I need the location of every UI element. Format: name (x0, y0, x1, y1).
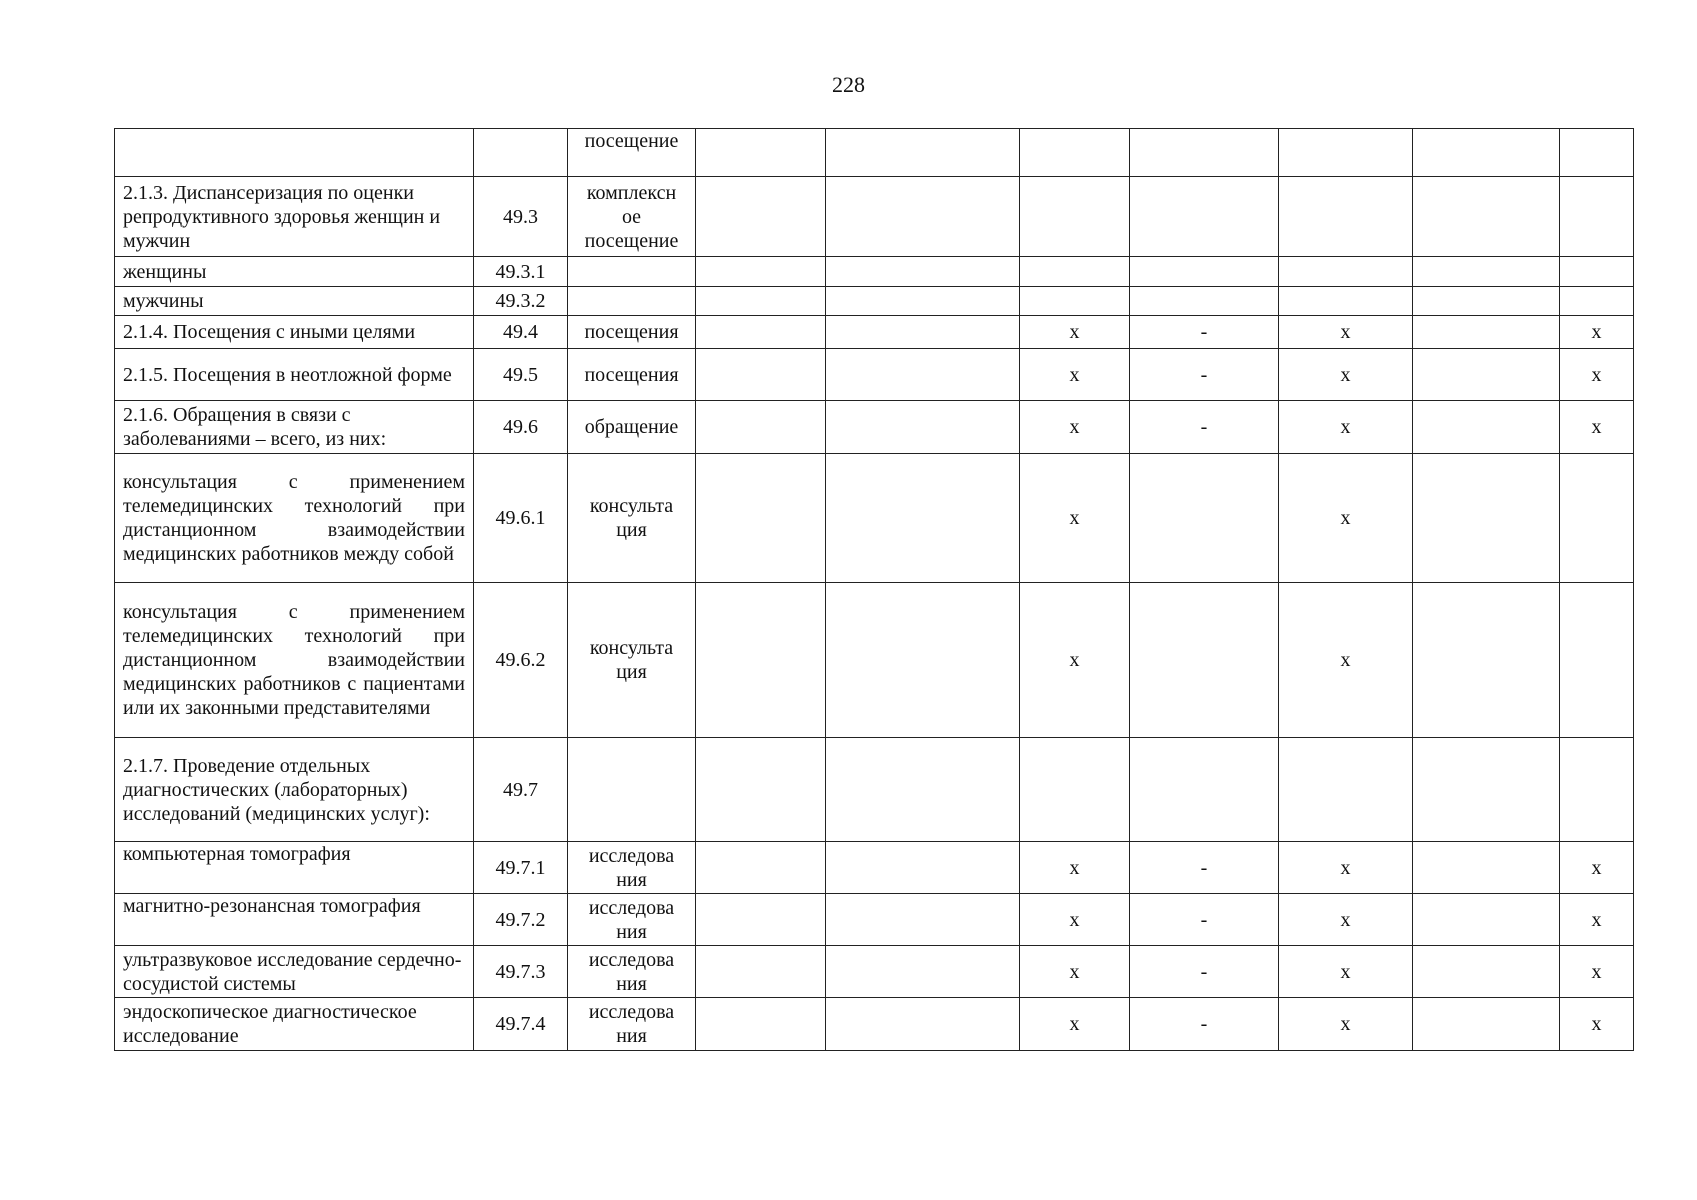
cell-col5 (826, 129, 1020, 177)
row-code: 49.4 (474, 316, 568, 349)
table-row (115, 946, 1634, 998)
cell-col7: - (1130, 401, 1279, 454)
row-unit: консульта ция (568, 454, 696, 583)
cell-col7: - (1130, 998, 1279, 1051)
cell-col7 (1130, 738, 1279, 842)
cell-col9 (1413, 316, 1560, 349)
row-code: 49.3.1 (474, 257, 568, 287)
cell-col9 (1413, 177, 1560, 257)
cell-col4 (696, 946, 826, 998)
table-row (115, 316, 1634, 349)
cell-col5 (826, 177, 1020, 257)
cell-col7 (1130, 177, 1279, 257)
cell-col8 (1279, 177, 1413, 257)
cell-col9 (1413, 583, 1560, 738)
cell-col10: х (1560, 401, 1634, 454)
row-name: 2.1.4. Посещения с иными целями (115, 316, 474, 349)
table-row (115, 454, 1634, 583)
row-name: 2.1.3. Диспансеризация по оценки репродуктивного здоровья женщин и мужчин (115, 177, 474, 257)
table-row (115, 129, 1634, 177)
cell-col7 (1130, 287, 1279, 316)
row-unit (568, 287, 696, 316)
row-unit: исследова ния (568, 998, 696, 1051)
cell-col8: х (1279, 583, 1413, 738)
row-name: магнитно-резонансная томография (115, 894, 474, 946)
row-code: 49.7.3 (474, 946, 568, 998)
cell-col5 (826, 401, 1020, 454)
row-name: 2.1.7. Проведение отдельных диагностических (лабораторных) исследований (медицинских услуг): (115, 738, 474, 842)
cell-col10 (1560, 454, 1634, 583)
cell-col7 (1130, 129, 1279, 177)
row-name: 2.1.5. Посещения в неотложной форме (115, 349, 474, 401)
cell-col10 (1560, 177, 1634, 257)
row-unit: исследова ния (568, 842, 696, 894)
cell-col8: х (1279, 454, 1413, 583)
cell-col7: - (1130, 946, 1279, 998)
cell-col10 (1560, 287, 1634, 316)
cell-col6 (1020, 129, 1130, 177)
cell-col4 (696, 316, 826, 349)
cell-col5 (826, 583, 1020, 738)
row-unit (568, 738, 696, 842)
cell-col10 (1560, 583, 1634, 738)
cell-col10: х (1560, 946, 1634, 998)
cell-col5 (826, 316, 1020, 349)
cell-col10 (1560, 129, 1634, 177)
cell-col8: х (1279, 401, 1413, 454)
cell-col6: х (1020, 454, 1130, 583)
cell-col6: х (1020, 316, 1130, 349)
row-unit: комплексн ое посещение (568, 177, 696, 257)
cell-col9 (1413, 998, 1560, 1051)
cell-col4 (696, 349, 826, 401)
cell-col5 (826, 287, 1020, 316)
cell-col4 (696, 894, 826, 946)
row-code: 49.6.1 (474, 454, 568, 583)
cell-col5 (826, 349, 1020, 401)
cell-col6 (1020, 257, 1130, 287)
cell-col9 (1413, 894, 1560, 946)
cell-col9 (1413, 129, 1560, 177)
row-code: 49.5 (474, 349, 568, 401)
cell-col8 (1279, 287, 1413, 316)
row-name: компьютерная томография (115, 842, 474, 894)
row-code: 49.7.1 (474, 842, 568, 894)
cell-col5 (826, 998, 1020, 1051)
cell-col10: х (1560, 316, 1634, 349)
cell-col5 (826, 257, 1020, 287)
cell-col4 (696, 738, 826, 842)
cell-col10 (1560, 738, 1634, 842)
cell-col9 (1413, 257, 1560, 287)
cell-col5 (826, 454, 1020, 583)
cell-col5 (826, 946, 1020, 998)
cell-col9 (1413, 287, 1560, 316)
cell-col9 (1413, 454, 1560, 583)
cell-col6 (1020, 287, 1130, 316)
row-name: консультация с применением телемедицинских технологий при дистанционном взаимодействии медицинских работников с пациентами или их законными представителями (115, 583, 474, 738)
cell-col5 (826, 842, 1020, 894)
cell-col6 (1020, 177, 1130, 257)
cell-col8: х (1279, 998, 1413, 1051)
table-row (115, 583, 1634, 738)
row-name: эндоскопическое диагностическое исследование (115, 998, 474, 1051)
data-table (114, 128, 1634, 1051)
row-unit: консульта ция (568, 583, 696, 738)
cell-col6: х (1020, 401, 1130, 454)
table-row (115, 894, 1634, 946)
row-unit (568, 257, 696, 287)
cell-col7: - (1130, 316, 1279, 349)
cell-col6: х (1020, 894, 1130, 946)
cell-col9 (1413, 738, 1560, 842)
cell-col7 (1130, 257, 1279, 287)
table-row (115, 349, 1634, 401)
row-unit: исследова ния (568, 946, 696, 998)
cell-col4 (696, 842, 826, 894)
cell-col7 (1130, 454, 1279, 583)
cell-col8: х (1279, 894, 1413, 946)
cell-col10: х (1560, 842, 1634, 894)
row-code: 49.7.2 (474, 894, 568, 946)
row-unit: обращение (568, 401, 696, 454)
cell-col8 (1279, 129, 1413, 177)
cell-col10: х (1560, 894, 1634, 946)
row-unit: посещение (568, 129, 696, 177)
row-code: 49.7 (474, 738, 568, 842)
cell-col7: - (1130, 894, 1279, 946)
table-row (115, 287, 1634, 316)
cell-col9 (1413, 946, 1560, 998)
cell-col8: х (1279, 946, 1413, 998)
cell-col6 (1020, 738, 1130, 842)
page-number: 228 (832, 72, 865, 97)
table-row (115, 177, 1634, 257)
cell-col8: х (1279, 349, 1413, 401)
cell-col7: - (1130, 842, 1279, 894)
row-name: ультразвуковое исследование сердечно-сосудистой системы (115, 946, 474, 998)
row-name: мужчины (115, 287, 474, 316)
cell-col9 (1413, 842, 1560, 894)
cell-col4 (696, 257, 826, 287)
table-row (115, 998, 1634, 1051)
cell-col5 (826, 894, 1020, 946)
table-row (115, 842, 1634, 894)
row-unit: посещения (568, 316, 696, 349)
row-name (115, 129, 474, 177)
row-code: 49.6 (474, 401, 568, 454)
cell-col10 (1560, 257, 1634, 287)
row-name: 2.1.6. Обращения в связи с заболеваниями – всего, из них: (115, 401, 474, 454)
cell-col4 (696, 998, 826, 1051)
row-name: женщины (115, 257, 474, 287)
cell-col8 (1279, 257, 1413, 287)
cell-col4 (696, 583, 826, 738)
row-code: 49.7.4 (474, 998, 568, 1051)
cell-col6: х (1020, 842, 1130, 894)
table-row (115, 738, 1634, 842)
cell-col4 (696, 454, 826, 583)
cell-col10: х (1560, 998, 1634, 1051)
cell-col6: х (1020, 946, 1130, 998)
cell-col10: х (1560, 349, 1634, 401)
row-code: 49.3.2 (474, 287, 568, 316)
row-code (474, 129, 568, 177)
cell-col6: х (1020, 998, 1130, 1051)
cell-col4 (696, 177, 826, 257)
cell-col7 (1130, 583, 1279, 738)
cell-col5 (826, 738, 1020, 842)
cell-col7: - (1130, 349, 1279, 401)
cell-col8: х (1279, 316, 1413, 349)
cell-col6: х (1020, 583, 1130, 738)
cell-col6: х (1020, 349, 1130, 401)
cell-col4 (696, 287, 826, 316)
row-code: 49.6.2 (474, 583, 568, 738)
cell-col8 (1279, 738, 1413, 842)
cell-col4 (696, 129, 826, 177)
table-row (115, 257, 1634, 287)
cell-col8: х (1279, 842, 1413, 894)
row-unit: посещения (568, 349, 696, 401)
row-code: 49.3 (474, 177, 568, 257)
cell-col9 (1413, 349, 1560, 401)
cell-col9 (1413, 401, 1560, 454)
row-unit: исследова ния (568, 894, 696, 946)
row-name: консультация с применением телемедицинских технологий при дистанционном взаимодействии медицинских работников между собой (115, 454, 474, 583)
table-row (115, 401, 1634, 454)
cell-col4 (696, 401, 826, 454)
